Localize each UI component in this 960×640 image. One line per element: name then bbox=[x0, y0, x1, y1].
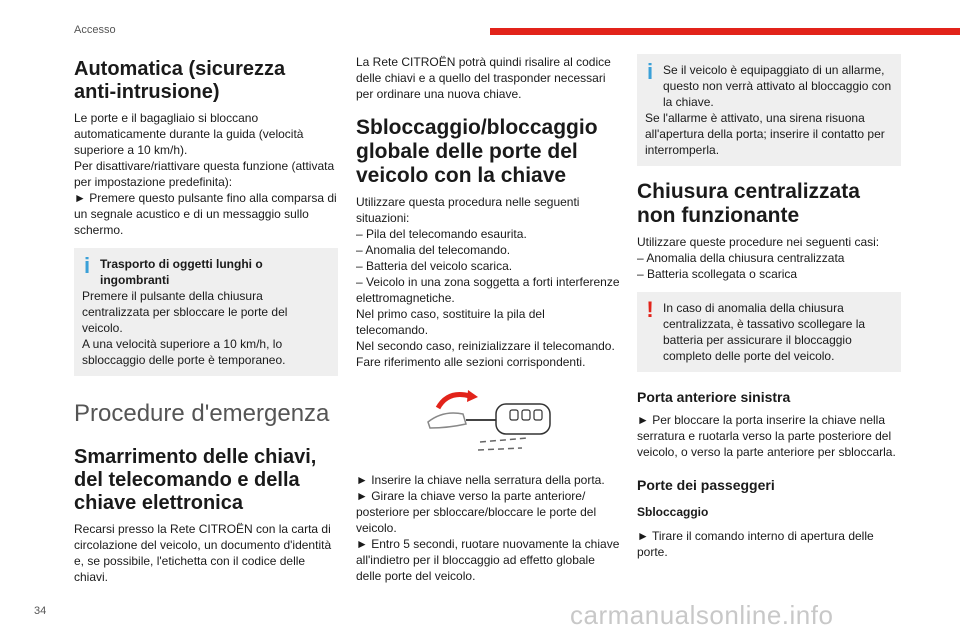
info-box-long-objects bbox=[74, 248, 338, 376]
info-box-title: Trasporto di oggetti lunghi o ingombranti bbox=[100, 257, 263, 287]
info-box-alarm bbox=[637, 54, 901, 166]
front-door-heading: Porta anteriore sinistra bbox=[637, 389, 791, 405]
header-accent-bar bbox=[490, 28, 960, 35]
passenger-doors-heading: Porte dei passeggeri bbox=[637, 477, 775, 493]
global-lock-heading: Sbloccaggio/bloccaggio globale delle porte del veicolo con la chiave bbox=[356, 116, 598, 187]
warning-icon: ! bbox=[646, 297, 654, 322]
column-3 bbox=[637, 54, 901, 560]
auto-lock-text: Le porte e il bagagliaio si bloccano automaticamente durante la guida (velocità superiore a 10 km/h). Per disattivare/riattivare questa funzione (attivata per impostazione predefinita): ► Premere questo pulsante fino alla comparsa di un segnale acustico e di un messaggio sullo schermo. bbox=[74, 111, 337, 237]
info-icon: i bbox=[83, 253, 91, 278]
key-in-lock-illustration bbox=[418, 380, 558, 460]
key-steps-text: ► Inserire la chiave nella serratura della porta. ► Girare la chiave verso la parte anteriore/ posteriore per sbloccare/bloccare le porte del veicolo. ► Entro 5 secondi, ruotare nuovamente la chiave all'indietro per il bloccaggio ad effetto globale delle porte del veicolo. bbox=[356, 473, 620, 583]
unlock-text: ► Tirare il comando interno di apertura delle porte. bbox=[637, 529, 874, 559]
emergency-heading: Procedure d'emergenza bbox=[74, 400, 330, 427]
warning-box-battery bbox=[637, 292, 901, 372]
lost-keys-text: Recarsi presso la Rete CITROËN con la carta di circolazione del veicolo, un documento d'identità e, se possibile, l'etichetta con il codice delle chiavi. bbox=[74, 522, 332, 584]
warning-box-text: In caso di anomalia della chiusura centralizzata, è tassativo scollegare la batteria per assicurare il bloccaggio completo delle porte del veicolo. bbox=[663, 301, 866, 363]
front-door-text: ► Per bloccare la porta inserire la chiave nella serratura e ruotarla verso la parte posteriore del veicolo, o verso la parte anteriore per sbloccarla. bbox=[637, 413, 896, 459]
alarm-note-rest: Se l'allarme è attivato, una sirena risuona all'apertura della porta; inserire il contatto per interromperla. bbox=[645, 111, 885, 157]
central-lock-fail-text: Utilizzare queste procedure nei seguenti casi: – Anomalia della chiusura centralizzata – Batteria scollegata o scarica bbox=[637, 235, 880, 281]
info-icon: i bbox=[646, 59, 654, 84]
column-1 bbox=[74, 54, 338, 585]
alarm-note-first: Se il veicolo è equipaggiato di un allarme, questo non verrà attivato al bloccaggio con la chiave. bbox=[663, 63, 892, 109]
column-2 bbox=[356, 54, 620, 584]
unlock-subheading: Sbloccaggio bbox=[637, 505, 709, 519]
info-box-text: Premere il pulsante della chiusura centralizzata per sbloccare le porte del veicolo. A una velocità superiore a 10 km/h, lo sbloccaggio delle porte è temporaneo. bbox=[82, 289, 288, 367]
global-lock-text: Utilizzare questa procedura nelle seguenti situazioni: – Pila del telecomando esaurita. – Anomalia del telecomando. – Batteria del veicolo scarica. – Veicolo in una zona soggetta a forti interferenze elettromagnetiche. Nel primo caso, sostituire la pila del telecomando. Nel secondo caso, reinizializzare il telecomando. Fare riferimento alle sezioni corrispondenti. bbox=[356, 195, 620, 369]
page-number: 34 bbox=[34, 605, 47, 617]
auto-lock-heading: Automatica (sicurezza anti-intrusione) bbox=[74, 58, 286, 103]
lost-keys-heading: Smarrimento delle chiavi, del telecomando e della chiave elettronica bbox=[74, 446, 317, 514]
section-title: Accesso bbox=[74, 24, 116, 36]
central-lock-fail-heading: Chiusura centralizzata non funzionante bbox=[637, 180, 860, 227]
watermark: carmanualsonline.info bbox=[570, 600, 834, 630]
dealer-text: La Rete CITROËN potrà quindi risalire al codice delle chiavi e a quello del trasponder necessari per ordinare una nuova chiave. bbox=[356, 55, 611, 101]
